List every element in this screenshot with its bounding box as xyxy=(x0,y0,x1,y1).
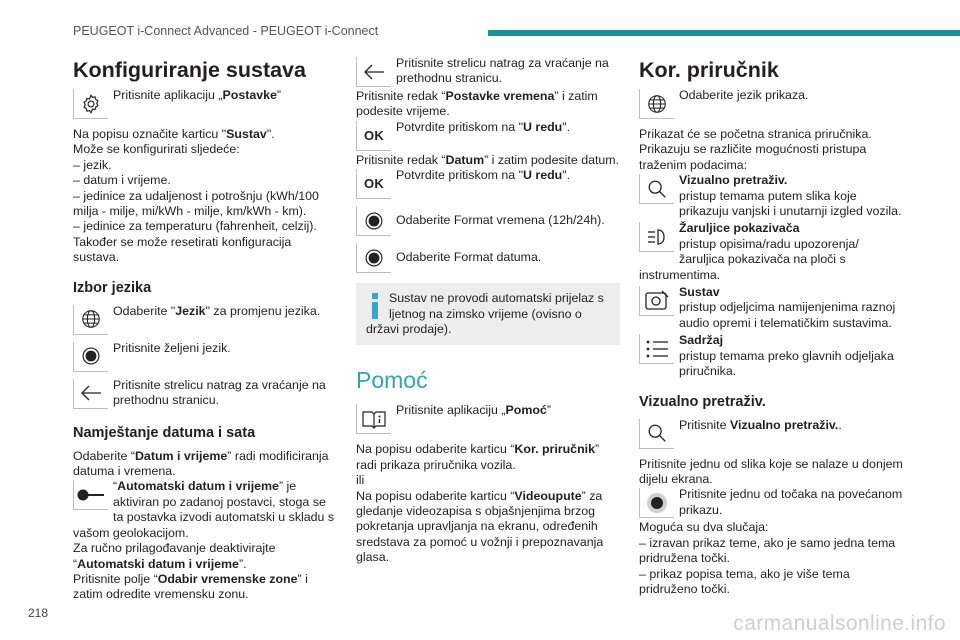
paragraph: Prikazuju se različite mogućnosti pristupa traženim podacima: xyxy=(639,142,867,172)
option-title: Vizualno pretraživ. xyxy=(679,173,788,188)
step-text: Pritisnite aplikaciju „Postavke” xyxy=(113,88,282,102)
step-back xyxy=(356,56,620,89)
step-text: Potvrdite pritiskom na "U redu". xyxy=(396,168,571,183)
page-number: 218 xyxy=(28,606,49,620)
watermark: carmanualsonline.info xyxy=(733,612,946,635)
paragraph: Za ručno prilagođavanje deaktivirajte “Automatski datum i vrijeme”. xyxy=(73,541,276,571)
toggle-icon xyxy=(73,480,108,510)
step-press-language xyxy=(73,341,339,374)
paragraph: Odaberite “Datum i vrijeme” radi modificiranja datuma i vremena. xyxy=(73,448,329,479)
info-icon xyxy=(370,291,380,319)
column-3 xyxy=(639,56,903,597)
step-confirm-ok xyxy=(356,120,620,153)
warning-lights-icon xyxy=(639,222,674,252)
hotspot-icon xyxy=(639,488,674,518)
step-text: Pritisnite jednu od točaka na povećanom prikazu. xyxy=(679,487,903,517)
list-item: – datum i vrijeme. xyxy=(73,173,171,188)
option-text: pristup temama putem slika koje prikazuju vanjski i unutarnji izgled vozila. xyxy=(679,188,902,219)
paragraph: Moguća su dva slučaja: xyxy=(639,520,769,535)
paragraph: Pritisnite redak “Datum” i zatim podesite datum. xyxy=(356,152,620,167)
ok-button-icon: OK xyxy=(356,169,391,199)
paragraph: Pritisnite redak “Postavke vremena” i zatim podesite vrijeme. xyxy=(356,89,598,119)
paragraph: Može se konfigurirati sljedeće: xyxy=(73,142,240,157)
step-text: Pritisnite aplikaciju „Pomoć” xyxy=(396,403,551,418)
step-text: Odaberite Format datuma. xyxy=(396,250,542,265)
step-display-language xyxy=(639,88,903,121)
paragraph: Također se može resetirati konfiguracija sustava. xyxy=(73,234,292,265)
step-back xyxy=(73,378,339,411)
paragraph: Pritisnite jednu od slika koje se nalaze u donjem dijelu ekrana. xyxy=(639,456,903,486)
section-title-help: Pomoć xyxy=(356,367,428,394)
step-text: Pritisnite Vizualno pretraživ.. xyxy=(679,417,842,432)
book-icon xyxy=(356,404,391,434)
step-time-format xyxy=(356,205,620,238)
step-date-format xyxy=(356,242,620,275)
option-text: pristup odjeljcima namijenjenima raznoj audio opremi i telematičkim sustavima. xyxy=(679,300,896,330)
magnifier-icon xyxy=(639,419,674,449)
globe-icon xyxy=(639,89,674,119)
globe-icon xyxy=(73,305,108,335)
step-text: Odaberite jezik prikaza. xyxy=(679,88,809,102)
gear-icon xyxy=(73,89,108,119)
step-text: Pritisnite strelicu natrag za vraćanje na prethodnu stranicu. xyxy=(396,56,609,86)
header-accent-bar xyxy=(488,30,960,36)
step-help-app xyxy=(356,403,620,436)
option-visual-search xyxy=(639,173,903,219)
subheading-visual-search: Vizualno pretraživ. xyxy=(639,393,766,410)
list-item: – jedinice za temperaturu (fahrenheit, celzij). xyxy=(73,219,317,234)
step-confirm-ok xyxy=(356,168,620,201)
option-title: Sadržaj xyxy=(679,333,724,348)
step-text: Potvrdite pritiskom na "U redu". xyxy=(396,119,571,134)
step-text: “Automatski datum i vrijeme” je aktiviran po zadanoj postavci, stoga se ta postavka izvodi automatski u skladu s vašom geolokacijom. xyxy=(73,479,335,540)
paragraph: Na popisu odaberite karticu “Videoupute” za gledanje videozapisa s objašnjenjima brzog pokretanja upravljanja na ekranu, određenih sredstava za pomoć u vožnji i prepoznavanja glasa. xyxy=(356,488,604,565)
paragraph: Na popisu odaberite karticu “Kor. priručnik” radi prikaza priručnika vozila. xyxy=(356,442,600,472)
step-select-language xyxy=(73,304,339,337)
back-arrow-icon xyxy=(356,57,391,87)
info-text: Sustav ne provodi automatski prijelaz s ljetnog na zimsko vrijeme (ovisno o državi prodaje). xyxy=(366,291,604,337)
back-arrow-icon xyxy=(73,379,108,409)
column-1 xyxy=(73,56,339,603)
column-2 xyxy=(356,56,620,566)
step-settings-app xyxy=(73,88,339,121)
section-title-configuration: Konfiguriranje sustava xyxy=(73,58,306,82)
step-hotspot xyxy=(639,487,903,520)
list-item: – izravan prikaz teme, ako je samo jedna tema pridružena točki. xyxy=(639,535,896,566)
step-text: Pritisnite strelicu natrag za vraćanje na prethodnu stranicu. xyxy=(113,377,326,408)
paragraph: Prikazat će se početna stranica priručnika. xyxy=(639,127,872,141)
paragraph: Na popisu označite karticu "Sustav". xyxy=(73,127,275,141)
radio-dot-icon xyxy=(73,342,108,372)
running-header: PEUGEOT i-Connect Advanced - PEUGEOT i-Connect xyxy=(73,24,379,38)
magnifier-icon xyxy=(639,174,674,204)
option-text: pristup opisima/radu upozorenja/žaruljica pokazivača na ploči s instrumentima. xyxy=(639,236,859,282)
list-item: – jezik. xyxy=(73,157,112,172)
list-item: – jedinice za udaljenost i potrošnju (kWh/100 milja - milje, mi/kWh - milje, km/kWh - km). xyxy=(73,188,319,219)
paragraph: Pritisnite polje “Odabir vremenske zone” i zatim odredite vremensku zonu. xyxy=(73,571,308,602)
option-system xyxy=(639,285,903,331)
option-title: Sustav xyxy=(679,285,720,300)
ok-button-icon: OK xyxy=(356,121,391,151)
step-text: Odaberite Format vremena (12h/24h). xyxy=(396,213,605,228)
info-box xyxy=(356,283,620,345)
option-contents xyxy=(639,333,903,379)
step-visual-search xyxy=(639,418,903,451)
list-item: – prikaz popisa tema, ako je više tema pridruženo točki. xyxy=(639,566,850,596)
paragraph: ili xyxy=(356,473,365,488)
option-title: Žaruljice pokazivača xyxy=(679,221,800,236)
step-auto-date-time xyxy=(73,479,339,541)
step-text: Odaberite "Jezik" za promjenu jezika. xyxy=(113,303,321,318)
radio-dot-icon xyxy=(356,243,391,273)
list-icon xyxy=(639,334,674,364)
section-title-manual: Kor. priručnik xyxy=(639,58,779,82)
option-warning-lights xyxy=(639,221,903,283)
subheading-language: Izbor jezika xyxy=(73,279,152,296)
radio-dot-icon xyxy=(356,206,391,236)
system-icon xyxy=(639,286,674,316)
option-text: pristup temama preko glavnih odjeljaka priručnika. xyxy=(679,348,894,379)
subheading-date-time: Namještanje datuma i sata xyxy=(73,424,256,441)
step-text: Pritisnite željeni jezik. xyxy=(113,340,231,355)
